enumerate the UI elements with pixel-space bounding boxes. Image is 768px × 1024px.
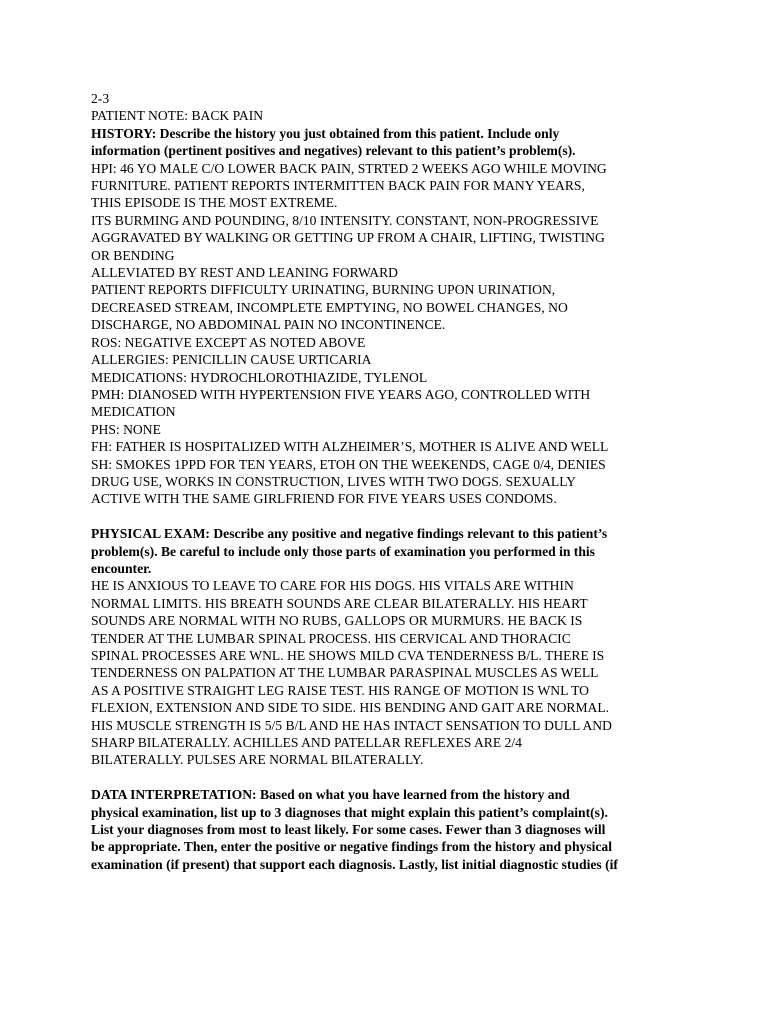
history-line: FURNITURE. PATIENT REPORTS INTERMITTEN BACK PAIN FOR MANY YEARS,	[91, 178, 585, 194]
history-line: MEDICATION	[91, 404, 176, 420]
physical-exam-instructions-line: problem(s). Be careful to include only those parts of examination you performed in this	[91, 543, 595, 559]
physical-exam-instructions-line	[91, 525, 691, 542]
physical-exam-heading: PHYSICAL EXAM:	[91, 526, 210, 542]
physical-exam-instructions-text: Describe any positive and negative findings relevant to this patient’s	[209, 526, 608, 542]
physical-exam-section	[91, 525, 691, 769]
section-spacer	[91, 508, 691, 525]
data-interpretation-heading: DATA INTERPRETATION:	[91, 787, 257, 803]
physical-exam-instructions-line: encounter.	[91, 560, 152, 576]
section-spacer	[91, 769, 691, 786]
document-page	[91, 90, 691, 873]
physical-exam-line: HE IS ANXIOUS TO LEAVE TO CARE FOR HIS DOGS. HIS VITALS ARE WITHIN	[91, 578, 574, 594]
history-line: OR BENDING	[91, 247, 175, 263]
history-line: ACTIVE WITH THE SAME GIRLFRIEND FOR FIVE YEARS USES CONDOMS.	[91, 491, 557, 507]
note-title: PATIENT NOTE: BACK PAIN	[91, 108, 264, 124]
history-instructions-text: Describe the history you just obtained from this patient. Include only	[156, 125, 560, 141]
data-interpretation-instructions-text: Based on what you have learned from the history and	[256, 787, 570, 803]
history-instructions-line: information (pertinent positives and negatives) relevant to this patient’s problem(s).	[91, 143, 576, 159]
history-line: ROS: NEGATIVE EXCEPT AS NOTED ABOVE	[91, 334, 366, 350]
history-line: ALLERGIES: PENICILLIN CAUSE URTICARIA	[91, 352, 372, 368]
data-interpretation-instructions-line: List your diagnoses from most to least likely. For some cases. Fewer than 3 diagnoses will	[91, 822, 606, 838]
history-instructions-line	[91, 125, 691, 142]
physical-exam-line: SOUNDS ARE NORMAL WITH NO RUBS, GALLOPS OR MURMURS. HE BACK IS	[91, 613, 583, 629]
page-number: 2-3	[91, 91, 110, 106]
history-line: ITS BURMING AND POUNDING, 8/10 INTENSITY. CONSTANT, NON-PROGRESSIVE	[91, 212, 599, 228]
history-line: PHS: NONE	[91, 421, 161, 437]
history-heading: HISTORY:	[91, 125, 157, 141]
data-interpretation-section	[91, 786, 691, 873]
history-section	[91, 125, 691, 508]
physical-exam-line: HIS MUSCLE STRENGTH IS 5/5 B/L AND HE HAS INTACT SENSATION TO DULL AND	[91, 717, 612, 733]
data-interpretation-instructions-line: be appropriate. Then, enter the positive or negative findings from the history and physical	[91, 839, 612, 855]
history-line: FH: FATHER IS HOSPITALIZED WITH ALZHEIMER’S, MOTHER IS ALIVE AND WELL	[91, 439, 609, 455]
history-line: DECREASED STREAM, INCOMPLETE EMPTYING, NO BOWEL CHANGES, NO	[91, 299, 568, 315]
physical-exam-line: FLEXION, EXTENSION AND SIDE TO SIDE. HIS BENDING AND GAIT ARE NORMAL.	[91, 700, 610, 716]
data-interpretation-instructions-line	[91, 786, 691, 803]
history-line: ALLEVIATED BY REST AND LEANING FORWARD	[91, 265, 398, 281]
history-line: THIS EPISODE IS THE MOST EXTREME.	[91, 195, 338, 211]
history-line: PMH: DIANOSED WITH HYPERTENSION FIVE YEARS AGO, CONTROLLED WITH	[91, 386, 591, 402]
physical-exam-line: TENDER AT THE LUMBAR SPINAL PROCESS. HIS CERVICAL AND THORACIC	[91, 630, 571, 646]
physical-exam-line: AS A POSITIVE STRAIGHT LEG RAISE TEST. HIS RANGE OF MOTION IS WNL TO	[91, 682, 589, 698]
history-line: PATIENT REPORTS DIFFICULTY URINATING, BURNING UPON URINATION,	[91, 282, 556, 298]
history-line: DISCHARGE, NO ABDOMINAL PAIN NO INCONTINENCE.	[91, 317, 446, 333]
history-line: DRUG USE, WORKS IN CONSTRUCTION, LIVES WITH TWO DOGS. SEXUALLY	[91, 473, 576, 489]
physical-exam-line: BILATERALLY. PULSES ARE NORMAL BILATERALLY.	[91, 752, 424, 768]
physical-exam-line: SHARP BILATERALLY. ACHILLES AND PATELLAR REFLEXES ARE 2/4	[91, 735, 522, 751]
physical-exam-line: NORMAL LIMITS. HIS BREATH SOUNDS ARE CLEAR BILATERALLY. HIS HEART	[91, 595, 588, 611]
physical-exam-line: SPINAL PROCESSES ARE WNL. HE SHOWS MILD CVA TENDERNESS B/L. THERE IS	[91, 647, 605, 663]
data-interpretation-instructions-line: examination (if present) that support each diagnosis. Lastly, list initial diagnostic studies (if	[91, 856, 618, 872]
physical-exam-line: TENDERNESS ON PALPATION AT THE LUMBAR PARASPINAL MUSCLES AS WELL	[91, 665, 599, 681]
history-line: MEDICATIONS: HYDROCHLOROTHIAZIDE, TYLENOL	[91, 369, 428, 385]
data-interpretation-instructions-line: physical examination, list up to 3 diagnoses that might explain this patient’s complaint(s).	[91, 804, 608, 820]
history-line: HPI: 46 YO MALE C/O LOWER BACK PAIN, STRTED 2 WEEKS AGO WHILE MOVING	[91, 160, 607, 176]
history-line: SH: SMOKES 1PPD FOR TEN YEARS, ETOH ON THE WEEKENDS, CAGE 0/4, DENIES	[91, 456, 606, 472]
history-line: AGGRAVATED BY WALKING OR GETTING UP FROM A CHAIR, LIFTING, TWISTING	[91, 230, 605, 246]
